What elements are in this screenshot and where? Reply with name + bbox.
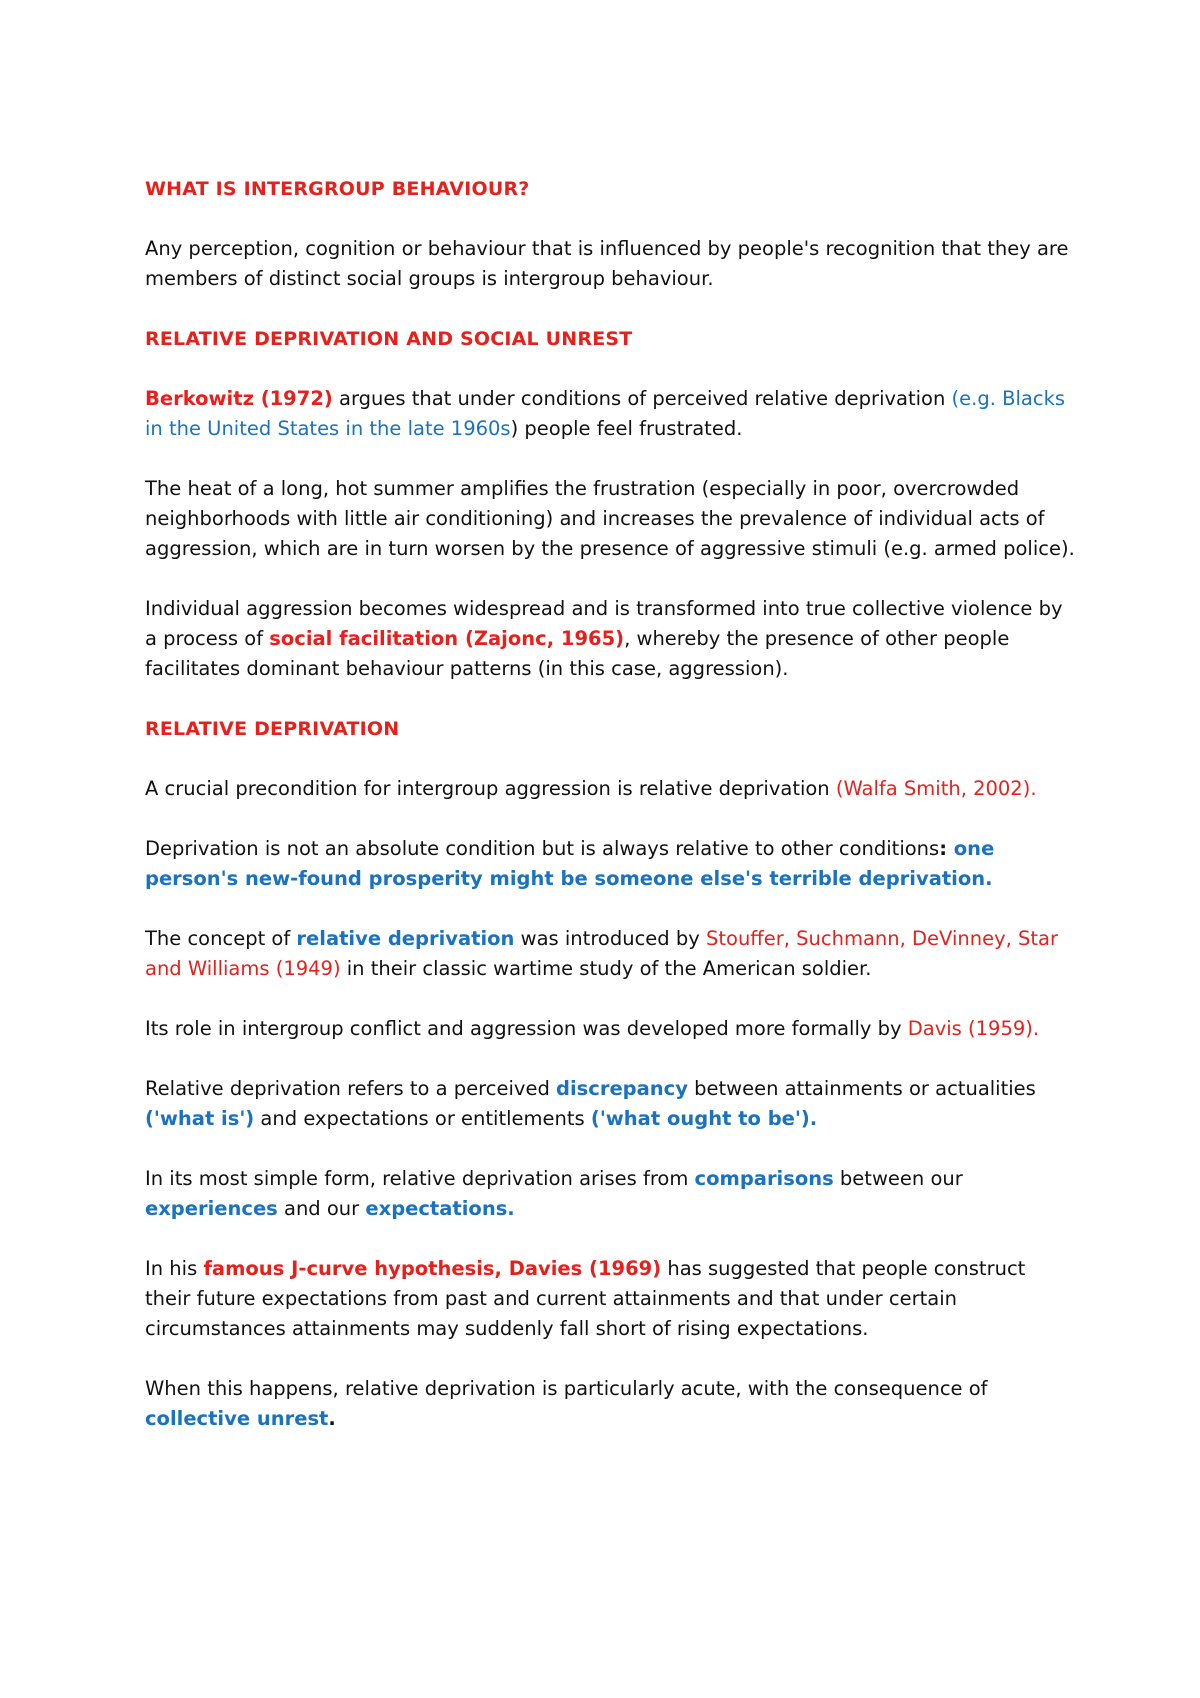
citation-berkowitz: Berkowitz (1972) <box>145 387 333 410</box>
text-span: In his <box>145 1257 204 1280</box>
text-span: argues that under conditions of perceived relative deprivation <box>332 387 952 410</box>
text-span: and our <box>277 1197 366 1220</box>
text-span: and expectations or entitlements <box>254 1107 591 1130</box>
text-span: In its most simple form, relative deprivation arises from <box>145 1167 695 1190</box>
term-what-is: ('what is') <box>145 1107 255 1130</box>
term-collective-unrest: collective unrest <box>145 1407 329 1430</box>
paragraph-discrepancy <box>145 1074 1075 1134</box>
citation-davis: Davis (1959). <box>907 1017 1040 1040</box>
heading-intergroup-behaviour: WHAT IS INTERGROUP BEHAVIOUR? <box>145 178 530 200</box>
paragraph-heat-summer: The heat of a long, hot summer amplifies the frustration (especially in poor, overcrowded neighborhoods with little air conditioning) and increases the prevalence of individual acts of aggression, which are in turn worsen by the presence of aggressive stimuli (e.g. armed police). <box>145 477 1075 560</box>
term-comparisons: comparisons <box>694 1167 834 1190</box>
paragraph-concept-origin <box>145 924 1075 984</box>
term-discrepancy: discrepancy <box>556 1077 688 1100</box>
term-expectations: expectations. <box>365 1197 515 1220</box>
citation-stouffer: Stouffer, Suchmann, DeVinney, Star and Williams (1949) <box>145 927 1059 980</box>
text-span: : <box>939 837 947 860</box>
text-span: was introduced by <box>514 927 706 950</box>
text-span: between attainments or actualities <box>687 1077 1036 1100</box>
paragraph-collective-unrest <box>145 1374 1075 1434</box>
text-span: has suggested that people construct their future expectations from past and current attainments and that under certain circumstances attainments may suddenly fall short of rising expectations. <box>145 1257 1026 1340</box>
term-what-ought-to-be: ('what ought to be'). <box>590 1107 818 1130</box>
text-span: Relative deprivation refers to a perceived <box>145 1077 557 1100</box>
term-relative-deprivation: relative deprivation <box>296 927 515 950</box>
text-span: ) people feel frustrated. <box>510 417 743 440</box>
text-span: When this happens, relative deprivation is particularly acute, with the consequence of <box>145 1377 988 1400</box>
emphasis-prosperity: one person's new-found prosperity might be someone else's terrible deprivation. <box>145 837 995 890</box>
paragraph-definition: Any perception, cognition or behaviour that is influenced by people's recognition that they are members of distinct social groups is intergroup behaviour. <box>145 237 1069 290</box>
paragraph-davis <box>145 1014 1075 1044</box>
term-experiences: experiences <box>145 1197 278 1220</box>
paragraph-precondition <box>145 774 1075 804</box>
paragraph-comparisons <box>145 1164 1075 1224</box>
citation-davies-j-curve: famous J-curve hypothesis, Davies (1969) <box>203 1257 662 1280</box>
text-span: . <box>328 1407 336 1430</box>
text-span: Deprivation is not an absolute condition but is always relative to other conditions <box>145 837 940 860</box>
citation-zajonc: social facilitation (Zajonc, 1965) <box>269 627 625 650</box>
example-blacks-us: (e.g. Blacks in the United States in the late 1960s <box>145 387 1066 440</box>
text-span: , whereby the presence of other people facilitates dominant behaviour patterns (in this case, aggression). <box>145 627 1010 680</box>
heading-relative-deprivation-social-unrest: RELATIVE DEPRIVATION AND SOCIAL UNREST <box>145 328 633 350</box>
paragraph-j-curve <box>145 1254 1075 1344</box>
paragraph-social-facilitation <box>145 594 1075 684</box>
paragraph-deprivation-relative <box>145 834 1075 894</box>
text-span: between our <box>833 1167 963 1190</box>
text-span: in their classic wartime study of the American soldier. <box>340 957 872 980</box>
citation-walfa-smith: (Walfa Smith, 2002). <box>835 777 1037 800</box>
paragraph-berkowitz <box>145 384 1075 444</box>
text-span: Its role in intergroup conflict and aggression was developed more formally by <box>145 1017 908 1040</box>
text-span: The concept of <box>145 927 297 950</box>
heading-relative-deprivation: RELATIVE DEPRIVATION <box>145 718 400 740</box>
text-span: Individual aggression becomes widespread and is transformed into true collective violence by a process of <box>145 597 1063 650</box>
text-span: A crucial precondition for intergroup aggression is relative deprivation <box>145 777 836 800</box>
